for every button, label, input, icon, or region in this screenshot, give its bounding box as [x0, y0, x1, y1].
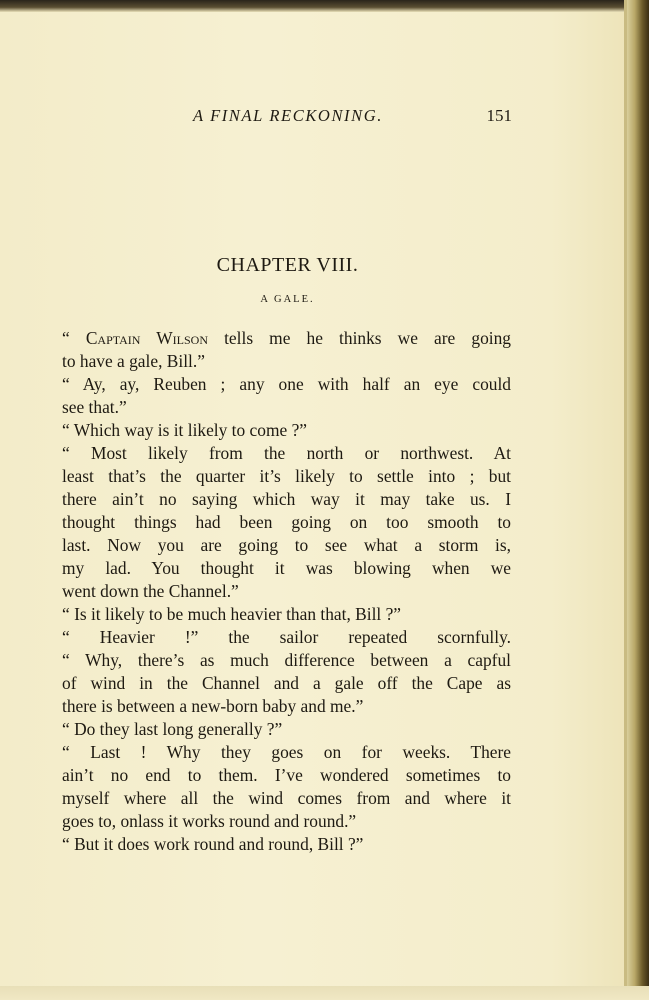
page-number: 151: [486, 106, 512, 125]
text-line: “ Is it likely to be much heavier than that, Bill ?”: [62, 604, 402, 624]
chapter-title: CHAPTER VIII.: [216, 254, 359, 276]
text-line: there is between a new-born baby and me.”: [62, 696, 364, 716]
running-head: [60, 106, 520, 130]
body-text: [62, 327, 511, 856]
text-line: of wind in the Channel and a gale off the Cape as: [62, 673, 511, 693]
text-line: last. Now you are going to see what a storm is,: [62, 535, 511, 555]
text-line: “ Which way is it likely to come ?”: [62, 420, 308, 440]
text-line: my lad. You thought it was blowing when we: [62, 558, 511, 578]
text-line: there ain’t no saying which way it may take us. I: [62, 489, 511, 509]
text-line: “ Heavier !” the sailor repeated scornfully.: [62, 627, 511, 647]
text-line: “ But it does work round and round, Bill ?”: [62, 834, 364, 854]
text-line: went down the Channel.”: [62, 581, 239, 601]
small-caps-name: Captain Wilson: [85, 328, 208, 348]
text-line: see that.”: [62, 397, 127, 417]
text-line: “ Captain Wilson tells me he thinks we are going: [62, 328, 511, 348]
text-line: “ Most likely from the north or northwest. At: [62, 443, 511, 463]
text-line: “ Last ! Why they goes on for weeks. There: [62, 742, 511, 762]
right-page-edge: [627, 0, 649, 1000]
text-line: “ Ay, ay, Reuben ; any one with half an eye could: [62, 374, 511, 394]
text-line: “ Why, there’s as much difference between a capful: [62, 650, 511, 670]
bottom-page-edge: [0, 986, 649, 1000]
text-line: “ Do they last long generally ?”: [62, 719, 283, 739]
top-page-edge: [0, 0, 649, 12]
running-head-title: A FINAL RECKONING.: [193, 106, 383, 125]
chapter-subtitle: A GALE.: [260, 294, 315, 305]
text-line: goes to, onlass it works round and round.”: [62, 811, 357, 831]
text-line: thought things had been going on too smooth to: [62, 512, 511, 532]
text-line: least that’s the quarter it’s likely to settle into ; but: [62, 466, 511, 486]
text-line: ain’t no end to them. I’ve wondered sometimes to: [62, 765, 511, 785]
text-line: myself where all the wind comes from and where it: [62, 788, 511, 808]
text-line: to have a gale, Bill.”: [62, 351, 205, 371]
